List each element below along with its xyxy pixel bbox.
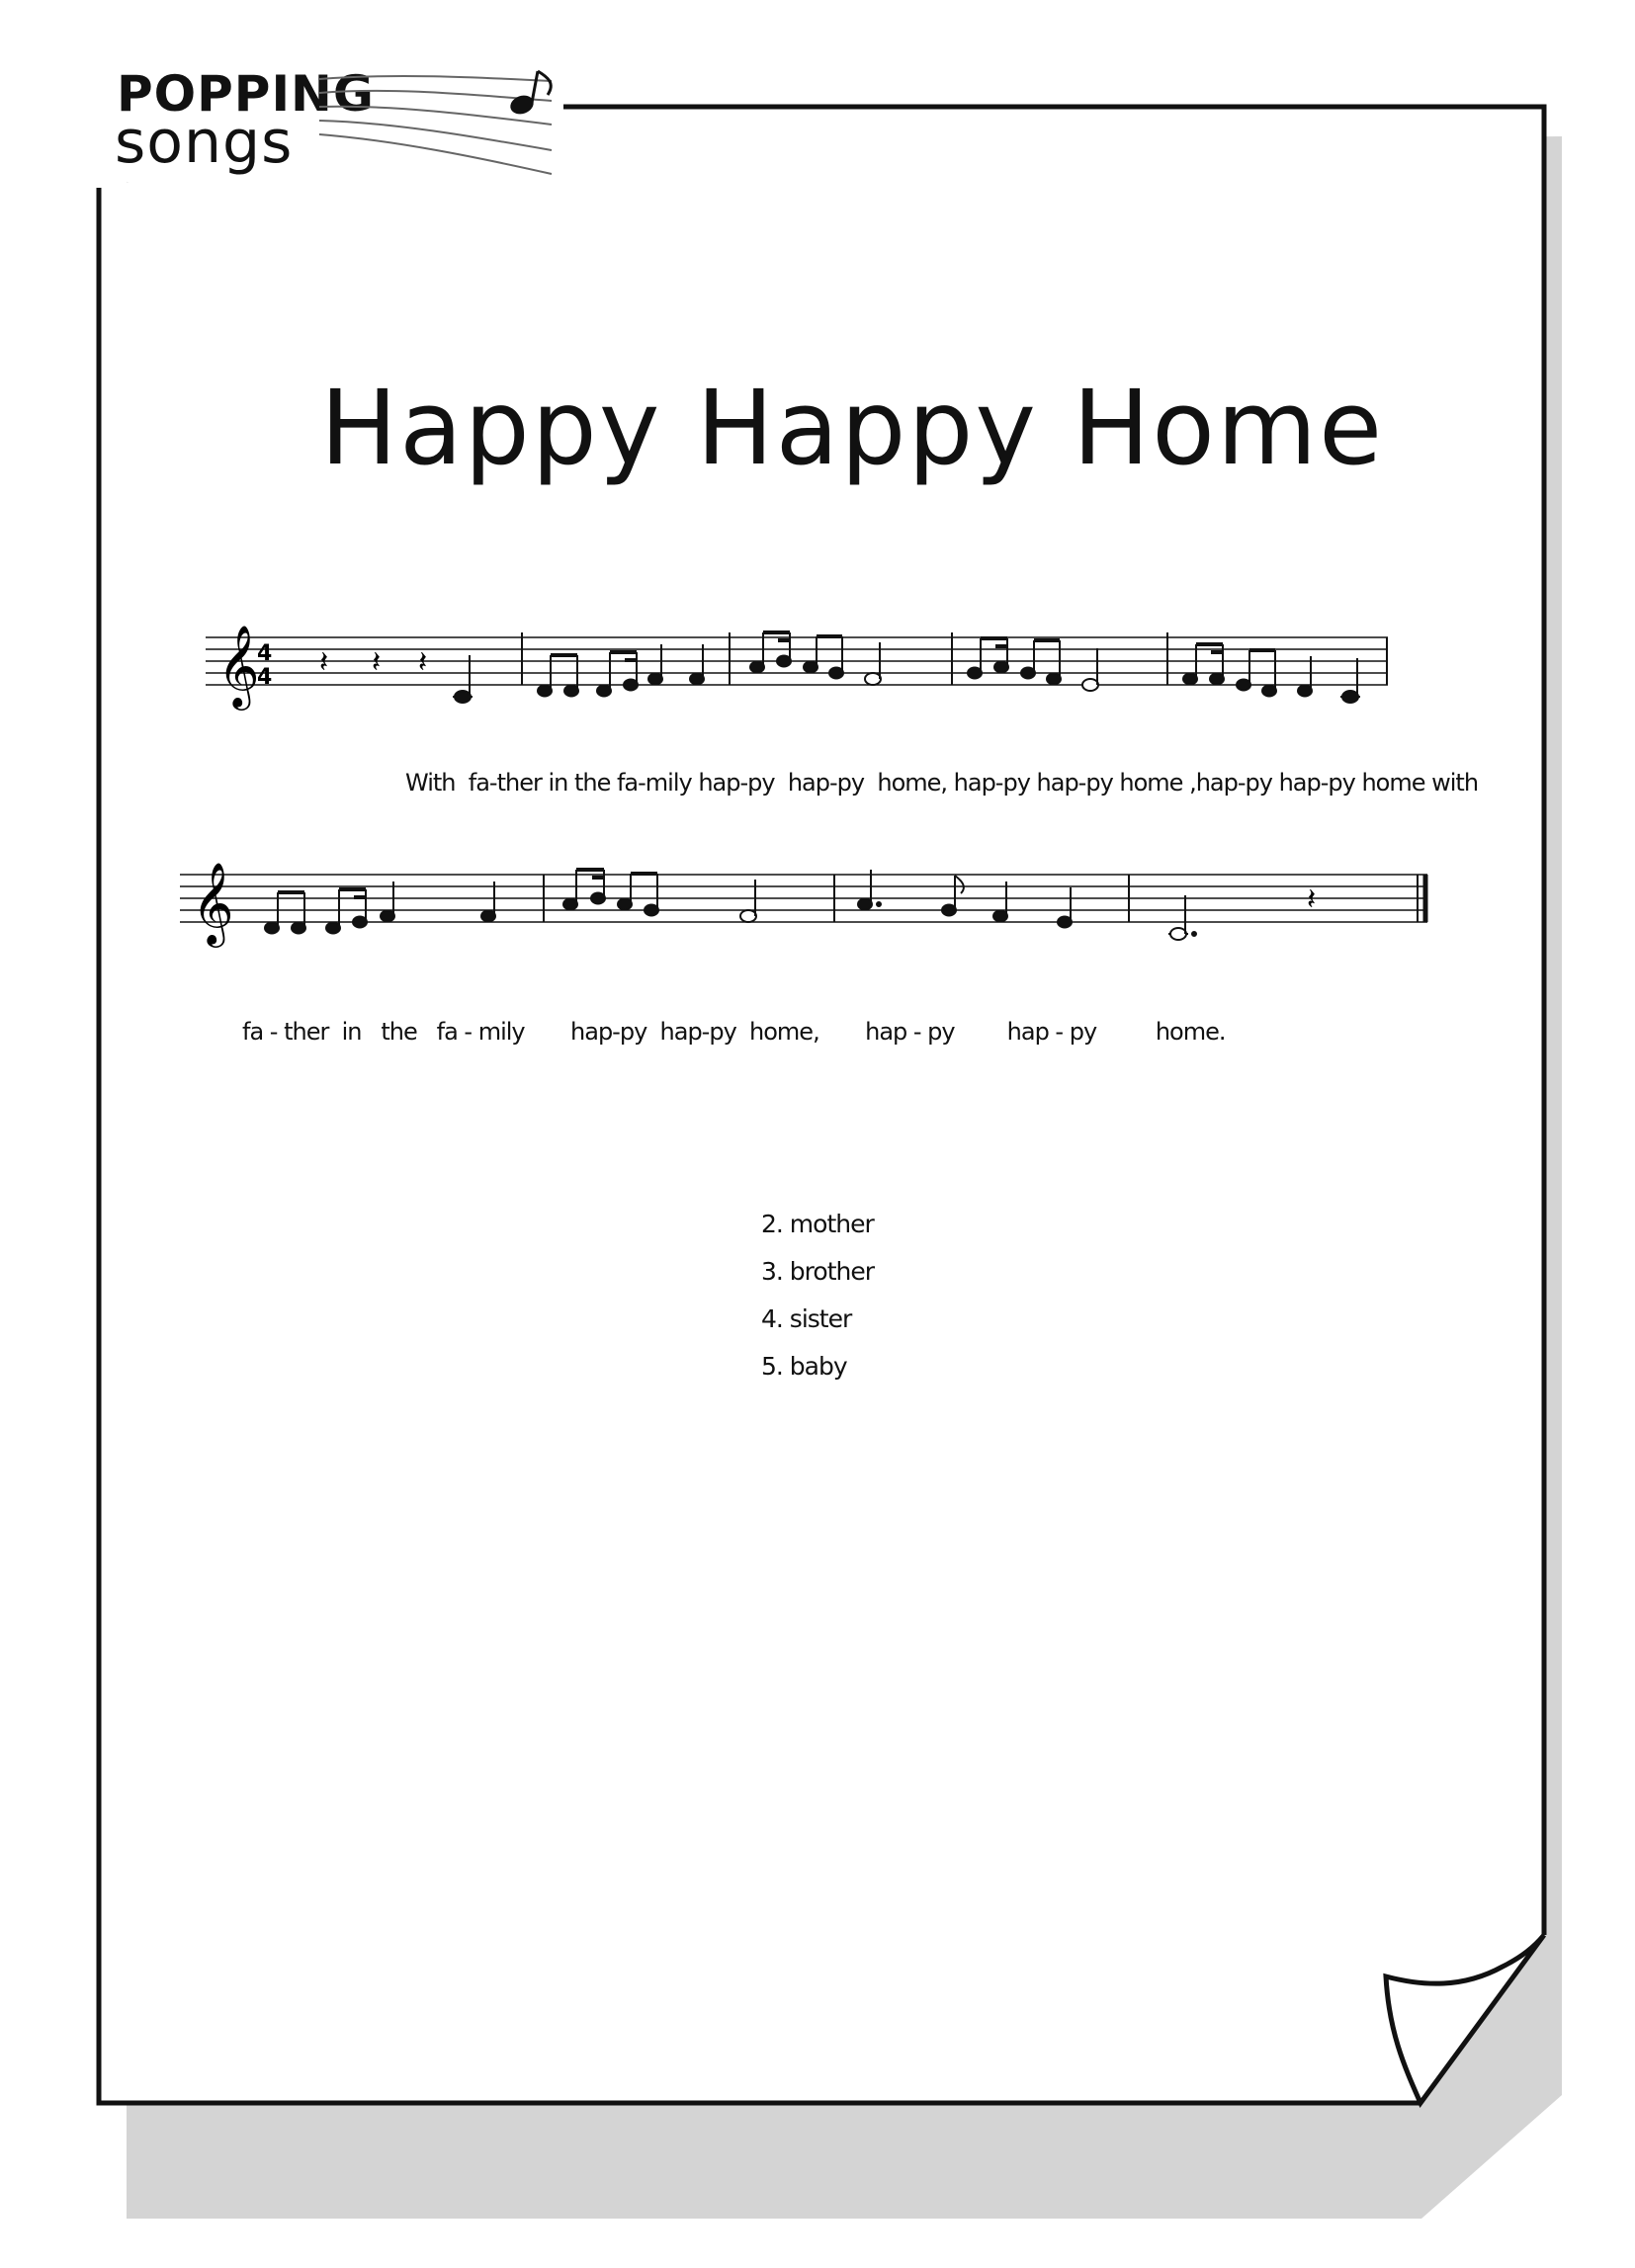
svg-text:𝄽: 𝄽 [372, 645, 382, 680]
music-staff-2 [180, 860, 1445, 968]
rest: 𝄽 [1307, 882, 1317, 917]
svg-text:𝄽: 𝄽 [418, 645, 428, 680]
notes-line-2 [265, 870, 1196, 940]
treble-clef-icon: 𝄞 [192, 861, 234, 944]
svg-text:𝄽: 𝄽 [319, 645, 329, 680]
verse-item: 3. brother [761, 1257, 874, 1286]
verse-item: 2. mother [761, 1210, 874, 1238]
time-signature-bottom: 4 [257, 665, 273, 690]
time-signature-top: 4 [257, 641, 273, 666]
popping-songs-logo [109, 63, 563, 182]
notes-line-1 [453, 632, 1360, 703]
logo-word-popping: POPPING [117, 65, 375, 123]
music-staff-1 [206, 623, 1392, 731]
verse-item: 4. sister [761, 1304, 852, 1333]
verse-list [761, 1201, 874, 1390]
logo-staff-lines [314, 67, 571, 182]
song-title: Happy Happy Home [319, 368, 1385, 488]
lyrics-line-2: fa - ther in the fa - mily hap-py hap-py home, hap - py hap - py home. [242, 1018, 1226, 1046]
logo-word-songs: songs [115, 108, 294, 177]
rests [319, 645, 427, 680]
verse-item: 5. baby [761, 1352, 847, 1381]
lyrics-line-1: With fa-ther in the fa-mily hap-py hap-py home, hap-py hap-py home ,hap-py hap-py home with [405, 769, 1479, 797]
treble-clef-icon: 𝄞 [217, 624, 260, 707]
music-note-icon [508, 71, 552, 118]
